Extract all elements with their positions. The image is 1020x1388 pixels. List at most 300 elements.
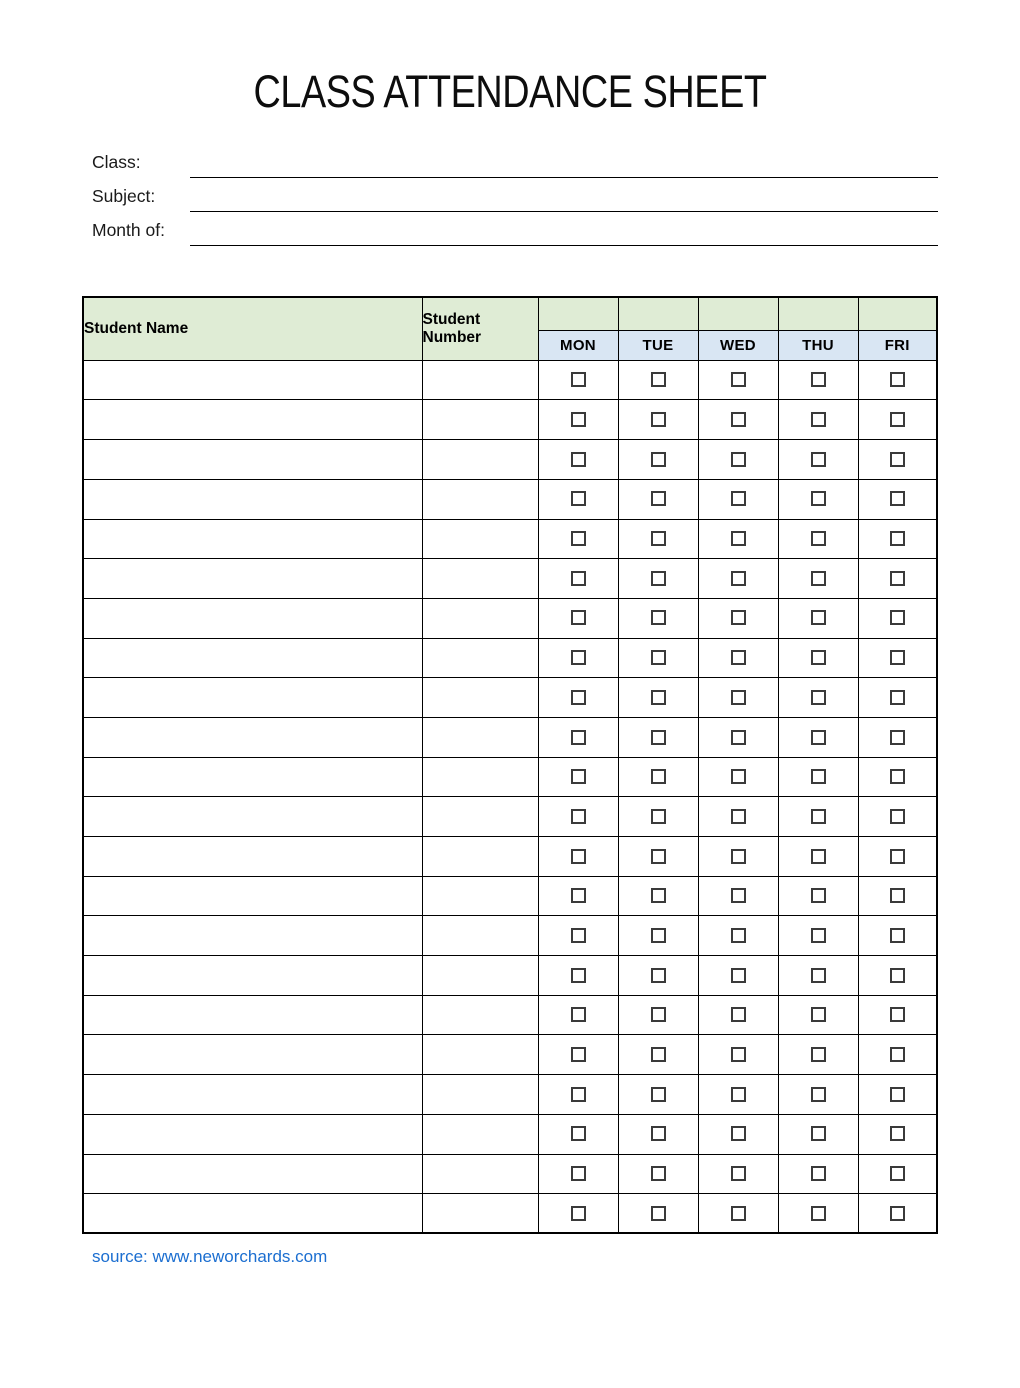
- table-row: [83, 797, 937, 837]
- table-row: [83, 1114, 937, 1154]
- attendance-checkbox[interactable]: [811, 1087, 826, 1102]
- day-header-mon: MON: [538, 330, 618, 360]
- table-row: [83, 519, 937, 559]
- attendance-cell-thu: [778, 797, 858, 837]
- form-fields: [92, 144, 938, 246]
- table-row: [83, 1075, 937, 1115]
- attendance-checkbox[interactable]: [890, 1007, 905, 1022]
- subject-field-label: Subject:: [92, 186, 156, 207]
- attendance-checkbox[interactable]: [890, 452, 905, 467]
- table-row: [83, 876, 937, 916]
- attendance-checkbox[interactable]: [811, 491, 826, 506]
- attendance-cell-fri: [858, 757, 937, 797]
- attendance-cell-thu: [778, 559, 858, 599]
- attendance-cell-wed: [698, 1194, 778, 1234]
- attendance-cell-wed: [698, 638, 778, 678]
- attendance-checkbox[interactable]: [890, 968, 905, 983]
- table-row: [83, 916, 937, 956]
- attendance-cell-fri: [858, 916, 937, 956]
- student-name-cell[interactable]: [83, 995, 422, 1035]
- student-number-cell[interactable]: [422, 559, 538, 599]
- attendance-checkbox[interactable]: [731, 1007, 746, 1022]
- attendance-checkbox[interactable]: [651, 491, 666, 506]
- attendance-checkbox[interactable]: [811, 531, 826, 546]
- student-number-cell[interactable]: [422, 360, 538, 400]
- student-number-cell[interactable]: [422, 519, 538, 559]
- attendance-cell-fri: [858, 559, 937, 599]
- attendance-checkbox[interactable]: [571, 491, 586, 506]
- attendance-cell-tue: [618, 479, 698, 519]
- attendance-checkbox[interactable]: [571, 372, 586, 387]
- attendance-cell-fri: [858, 678, 937, 718]
- student-name-cell[interactable]: [83, 1194, 422, 1234]
- table-row: [83, 440, 937, 480]
- attendance-checkbox[interactable]: [890, 769, 905, 784]
- attendance-sheet-page: [0, 68, 1020, 1388]
- attendance-cell-fri: [858, 995, 937, 1035]
- month-field-row: [92, 212, 938, 246]
- attendance-checkbox[interactable]: [890, 531, 905, 546]
- attendance-checkbox[interactable]: [811, 928, 826, 943]
- attendance-cell-mon: [538, 995, 618, 1035]
- attendance-cell-mon: [538, 1154, 618, 1194]
- attendance-cell-wed: [698, 400, 778, 440]
- attendance-checkbox[interactable]: [731, 1166, 746, 1181]
- table-row: [83, 956, 937, 996]
- class-field-row: [92, 144, 938, 178]
- student-name-cell[interactable]: [83, 559, 422, 599]
- student-number-cell[interactable]: [422, 1075, 538, 1115]
- attendance-cell-wed: [698, 519, 778, 559]
- attendance-checkbox[interactable]: [651, 809, 666, 824]
- attendance-cell-thu: [778, 916, 858, 956]
- student-name-cell[interactable]: [83, 1154, 422, 1194]
- attendance-cell-tue: [618, 797, 698, 837]
- attendance-cell-wed: [698, 479, 778, 519]
- student-number-cell[interactable]: [422, 479, 538, 519]
- table-row: [83, 1154, 937, 1194]
- attendance-checkbox[interactable]: [651, 888, 666, 903]
- attendance-checkbox[interactable]: [731, 531, 746, 546]
- attendance-checkbox[interactable]: [811, 372, 826, 387]
- attendance-checkbox[interactable]: [571, 610, 586, 625]
- attendance-cell-fri: [858, 479, 937, 519]
- student-name-cell[interactable]: [83, 519, 422, 559]
- attendance-checkbox[interactable]: [890, 412, 905, 427]
- attendance-checkbox[interactable]: [571, 968, 586, 983]
- attendance-cell-fri: [858, 1114, 937, 1154]
- day-column-top-cell: [698, 297, 778, 330]
- student-number-cell[interactable]: [422, 956, 538, 996]
- attendance-checkbox[interactable]: [571, 1206, 586, 1221]
- attendance-cell-mon: [538, 876, 618, 916]
- attendance-cell-thu: [778, 440, 858, 480]
- day-column-top-cell: [858, 297, 937, 330]
- student-number-cell[interactable]: [422, 757, 538, 797]
- attendance-cell-tue: [618, 757, 698, 797]
- attendance-checkbox[interactable]: [890, 1206, 905, 1221]
- attendance-cell-tue: [618, 876, 698, 916]
- attendance-cell-mon: [538, 837, 618, 877]
- attendance-cell-tue: [618, 956, 698, 996]
- attendance-checkbox[interactable]: [571, 888, 586, 903]
- attendance-checkbox[interactable]: [651, 372, 666, 387]
- attendance-cell-wed: [698, 837, 778, 877]
- attendance-table-body: [83, 360, 937, 1233]
- student-name-cell[interactable]: [83, 956, 422, 996]
- student-name-cell[interactable]: [83, 717, 422, 757]
- attendance-cell-fri: [858, 1075, 937, 1115]
- attendance-checkbox[interactable]: [571, 730, 586, 745]
- day-header-fri: FRI: [858, 330, 937, 360]
- attendance-cell-thu: [778, 400, 858, 440]
- attendance-checkbox[interactable]: [651, 1206, 666, 1221]
- attendance-cell-mon: [538, 598, 618, 638]
- attendance-cell-tue: [618, 1154, 698, 1194]
- attendance-cell-fri: [858, 837, 937, 877]
- student-number-cell[interactable]: [422, 797, 538, 837]
- attendance-checkbox[interactable]: [731, 730, 746, 745]
- attendance-cell-fri: [858, 440, 937, 480]
- table-row: [83, 757, 937, 797]
- attendance-cell-thu: [778, 876, 858, 916]
- attendance-checkbox[interactable]: [890, 571, 905, 586]
- attendance-cell-thu: [778, 956, 858, 996]
- student-number-cell[interactable]: [422, 1194, 538, 1234]
- student-name-cell[interactable]: [83, 598, 422, 638]
- student-number-cell[interactable]: [422, 916, 538, 956]
- attendance-checkbox[interactable]: [890, 809, 905, 824]
- attendance-cell-mon: [538, 757, 618, 797]
- attendance-cell-fri: [858, 717, 937, 757]
- attendance-checkbox[interactable]: [811, 730, 826, 745]
- student-number-cell[interactable]: [422, 717, 538, 757]
- attendance-cell-thu: [778, 837, 858, 877]
- attendance-checkbox[interactable]: [731, 809, 746, 824]
- attendance-cell-tue: [618, 519, 698, 559]
- attendance-checkbox[interactable]: [731, 690, 746, 705]
- attendance-cell-fri: [858, 797, 937, 837]
- attendance-cell-fri: [858, 519, 937, 559]
- attendance-cell-wed: [698, 876, 778, 916]
- student-number-cell[interactable]: [422, 1114, 538, 1154]
- header-row-top: [83, 297, 937, 330]
- attendance-checkbox[interactable]: [571, 769, 586, 784]
- attendance-cell-fri: [858, 1154, 937, 1194]
- attendance-checkbox[interactable]: [571, 928, 586, 943]
- attendance-checkbox[interactable]: [890, 888, 905, 903]
- attendance-cell-wed: [698, 995, 778, 1035]
- student-number-cell[interactable]: [422, 876, 538, 916]
- attendance-checkbox[interactable]: [651, 1007, 666, 1022]
- attendance-cell-thu: [778, 1154, 858, 1194]
- attendance-checkbox[interactable]: [890, 928, 905, 943]
- attendance-checkbox[interactable]: [890, 372, 905, 387]
- student-name-cell[interactable]: [83, 479, 422, 519]
- attendance-cell-tue: [618, 440, 698, 480]
- table-row: [83, 995, 937, 1035]
- attendance-cell-tue: [618, 559, 698, 599]
- attendance-checkbox[interactable]: [811, 1007, 826, 1022]
- attendance-checkbox[interactable]: [890, 1047, 905, 1062]
- attendance-checkbox[interactable]: [571, 1126, 586, 1141]
- attendance-cell-wed: [698, 559, 778, 599]
- attendance-cell-tue: [618, 678, 698, 718]
- attendance-cell-thu: [778, 519, 858, 559]
- student-number-cell[interactable]: [422, 837, 538, 877]
- attendance-cell-tue: [618, 1035, 698, 1075]
- attendance-checkbox[interactable]: [571, 412, 586, 427]
- student-name-cell[interactable]: [83, 1114, 422, 1154]
- student-name-cell[interactable]: [83, 1075, 422, 1115]
- table-row: [83, 717, 937, 757]
- attendance-cell-wed: [698, 797, 778, 837]
- source-link[interactable]: source: www.neworchards.com: [92, 1247, 328, 1267]
- attendance-checkbox[interactable]: [651, 412, 666, 427]
- attendance-checkbox[interactable]: [731, 1047, 746, 1062]
- attendance-cell-tue: [618, 400, 698, 440]
- attendance-cell-thu: [778, 638, 858, 678]
- table-row: [83, 1194, 937, 1234]
- day-header-tue: TUE: [618, 330, 698, 360]
- table-row: [83, 598, 937, 638]
- attendance-cell-mon: [538, 717, 618, 757]
- day-column-top-cell: [618, 297, 698, 330]
- subject-field-line[interactable]: [190, 178, 938, 212]
- student-name-cell[interactable]: [83, 400, 422, 440]
- student-name-cell[interactable]: [83, 876, 422, 916]
- attendance-cell-mon: [538, 678, 618, 718]
- student-number-cell[interactable]: [422, 440, 538, 480]
- student-number-cell[interactable]: [422, 995, 538, 1035]
- attendance-cell-wed: [698, 717, 778, 757]
- attendance-cell-mon: [538, 360, 618, 400]
- attendance-cell-tue: [618, 995, 698, 1035]
- attendance-checkbox[interactable]: [811, 968, 826, 983]
- attendance-checkbox[interactable]: [811, 1047, 826, 1062]
- attendance-cell-wed: [698, 1075, 778, 1115]
- month-field-line[interactable]: [190, 212, 938, 246]
- table-row: [83, 837, 937, 877]
- attendance-checkbox[interactable]: [811, 1126, 826, 1141]
- student-number-cell[interactable]: [422, 598, 538, 638]
- attendance-checkbox[interactable]: [571, 650, 586, 665]
- class-field-line[interactable]: [190, 144, 938, 178]
- attendance-checkbox[interactable]: [811, 809, 826, 824]
- month-field-label: Month of:: [92, 220, 165, 241]
- table-row: [83, 678, 937, 718]
- attendance-cell-wed: [698, 916, 778, 956]
- subject-field-row: [92, 178, 938, 212]
- attendance-cell-fri: [858, 1194, 937, 1234]
- attendance-cell-wed: [698, 956, 778, 996]
- attendance-checkbox[interactable]: [731, 1206, 746, 1221]
- attendance-cell-wed: [698, 440, 778, 480]
- attendance-cell-fri: [858, 638, 937, 678]
- attendance-checkbox[interactable]: [571, 1166, 586, 1181]
- attendance-checkbox[interactable]: [651, 849, 666, 864]
- attendance-cell-thu: [778, 1075, 858, 1115]
- attendance-checkbox[interactable]: [651, 928, 666, 943]
- attendance-cell-fri: [858, 1035, 937, 1075]
- class-field-label: Class:: [92, 152, 141, 173]
- attendance-cell-wed: [698, 598, 778, 638]
- attendance-checkbox[interactable]: [731, 769, 746, 784]
- attendance-checkbox[interactable]: [651, 1047, 666, 1062]
- attendance-checkbox[interactable]: [811, 888, 826, 903]
- page-title: CLASS ATTENDANCE SHEET: [253, 66, 767, 117]
- attendance-cell-wed: [698, 1035, 778, 1075]
- attendance-cell-mon: [538, 1114, 618, 1154]
- attendance-checkbox[interactable]: [731, 372, 746, 387]
- day-column-top-cell: [538, 297, 618, 330]
- attendance-cell-mon: [538, 479, 618, 519]
- attendance-checkbox[interactable]: [890, 849, 905, 864]
- attendance-cell-tue: [618, 837, 698, 877]
- attendance-checkbox[interactable]: [811, 650, 826, 665]
- attendance-cell-thu: [778, 717, 858, 757]
- attendance-cell-wed: [698, 1114, 778, 1154]
- day-column-top-cell: [778, 297, 858, 330]
- day-header-wed: WED: [698, 330, 778, 360]
- column-header-student-name: Student Name: [83, 297, 422, 360]
- attendance-checkbox[interactable]: [731, 610, 746, 625]
- student-name-cell[interactable]: [83, 1035, 422, 1075]
- attendance-checkbox[interactable]: [890, 1087, 905, 1102]
- attendance-cell-thu: [778, 995, 858, 1035]
- attendance-checkbox[interactable]: [811, 610, 826, 625]
- attendance-cell-fri: [858, 956, 937, 996]
- attendance-cell-thu: [778, 1035, 858, 1075]
- attendance-cell-fri: [858, 876, 937, 916]
- student-number-cell[interactable]: [422, 400, 538, 440]
- attendance-checkbox[interactable]: [651, 452, 666, 467]
- attendance-checkbox[interactable]: [731, 491, 746, 506]
- attendance-checkbox[interactable]: [811, 412, 826, 427]
- attendance-checkbox[interactable]: [731, 650, 746, 665]
- attendance-cell-mon: [538, 638, 618, 678]
- attendance-checkbox[interactable]: [571, 1007, 586, 1022]
- attendance-checkbox[interactable]: [731, 968, 746, 983]
- attendance-checkbox[interactable]: [651, 650, 666, 665]
- attendance-table: [82, 296, 938, 1234]
- student-number-cell[interactable]: [422, 678, 538, 718]
- attendance-checkbox[interactable]: [571, 571, 586, 586]
- attendance-checkbox[interactable]: [890, 1166, 905, 1181]
- attendance-checkbox[interactable]: [731, 928, 746, 943]
- attendance-checkbox[interactable]: [731, 888, 746, 903]
- student-name-cell[interactable]: [83, 360, 422, 400]
- attendance-cell-tue: [618, 1194, 698, 1234]
- attendance-checkbox[interactable]: [731, 571, 746, 586]
- attendance-checkbox[interactable]: [890, 730, 905, 745]
- attendance-checkbox[interactable]: [890, 650, 905, 665]
- attendance-checkbox[interactable]: [731, 1087, 746, 1102]
- attendance-checkbox[interactable]: [571, 690, 586, 705]
- attendance-checkbox[interactable]: [571, 849, 586, 864]
- attendance-checkbox[interactable]: [811, 1166, 826, 1181]
- table-row: [83, 479, 937, 519]
- attendance-cell-thu: [778, 757, 858, 797]
- attendance-checkbox[interactable]: [731, 1126, 746, 1141]
- attendance-checkbox[interactable]: [651, 769, 666, 784]
- attendance-checkbox[interactable]: [571, 1087, 586, 1102]
- attendance-cell-thu: [778, 598, 858, 638]
- table-row: [83, 1035, 937, 1075]
- attendance-cell-wed: [698, 757, 778, 797]
- attendance-cell-wed: [698, 678, 778, 718]
- attendance-checkbox[interactable]: [651, 1166, 666, 1181]
- attendance-checkbox[interactable]: [651, 1126, 666, 1141]
- attendance-checkbox[interactable]: [651, 968, 666, 983]
- attendance-cell-wed: [698, 360, 778, 400]
- student-name-cell[interactable]: [83, 678, 422, 718]
- attendance-cell-mon: [538, 797, 618, 837]
- attendance-checkbox[interactable]: [651, 730, 666, 745]
- attendance-checkbox[interactable]: [811, 769, 826, 784]
- student-name-cell[interactable]: [83, 638, 422, 678]
- attendance-cell-tue: [618, 717, 698, 757]
- attendance-cell-thu: [778, 678, 858, 718]
- student-name-cell[interactable]: [83, 797, 422, 837]
- attendance-checkbox[interactable]: [731, 452, 746, 467]
- attendance-checkbox[interactable]: [811, 849, 826, 864]
- attendance-cell-mon: [538, 440, 618, 480]
- attendance-checkbox[interactable]: [890, 690, 905, 705]
- attendance-checkbox[interactable]: [571, 809, 586, 824]
- attendance-checkbox[interactable]: [731, 849, 746, 864]
- student-number-cell[interactable]: [422, 1154, 538, 1194]
- attendance-cell-mon: [538, 559, 618, 599]
- attendance-checkbox[interactable]: [811, 690, 826, 705]
- attendance-checkbox[interactable]: [571, 531, 586, 546]
- attendance-cell-thu: [778, 479, 858, 519]
- attendance-checkbox[interactable]: [571, 1047, 586, 1062]
- attendance-checkbox[interactable]: [890, 610, 905, 625]
- attendance-checkbox[interactable]: [731, 412, 746, 427]
- attendance-checkbox[interactable]: [811, 1206, 826, 1221]
- attendance-cell-fri: [858, 598, 937, 638]
- student-name-cell[interactable]: [83, 837, 422, 877]
- student-number-cell[interactable]: [422, 1035, 538, 1075]
- attendance-cell-mon: [538, 1035, 618, 1075]
- attendance-checkbox[interactable]: [651, 690, 666, 705]
- attendance-checkbox[interactable]: [651, 571, 666, 586]
- student-name-cell[interactable]: [83, 916, 422, 956]
- table-row: [83, 360, 937, 400]
- table-row: [83, 559, 937, 599]
- attendance-checkbox[interactable]: [811, 452, 826, 467]
- attendance-cell-tue: [618, 1075, 698, 1115]
- attendance-checkbox[interactable]: [811, 571, 826, 586]
- attendance-cell-tue: [618, 360, 698, 400]
- student-name-cell[interactable]: [83, 440, 422, 480]
- day-header-thu: THU: [778, 330, 858, 360]
- attendance-checkbox[interactable]: [571, 452, 586, 467]
- attendance-cell-thu: [778, 360, 858, 400]
- student-number-cell[interactable]: [422, 638, 538, 678]
- student-name-cell[interactable]: [83, 757, 422, 797]
- attendance-cell-mon: [538, 916, 618, 956]
- attendance-cell-tue: [618, 598, 698, 638]
- attendance-checkbox[interactable]: [890, 1126, 905, 1141]
- attendance-checkbox[interactable]: [651, 1087, 666, 1102]
- attendance-cell-mon: [538, 400, 618, 440]
- attendance-checkbox[interactable]: [651, 610, 666, 625]
- attendance-checkbox[interactable]: [651, 531, 666, 546]
- attendance-checkbox[interactable]: [890, 491, 905, 506]
- column-header-student-number: Student Number: [422, 297, 538, 360]
